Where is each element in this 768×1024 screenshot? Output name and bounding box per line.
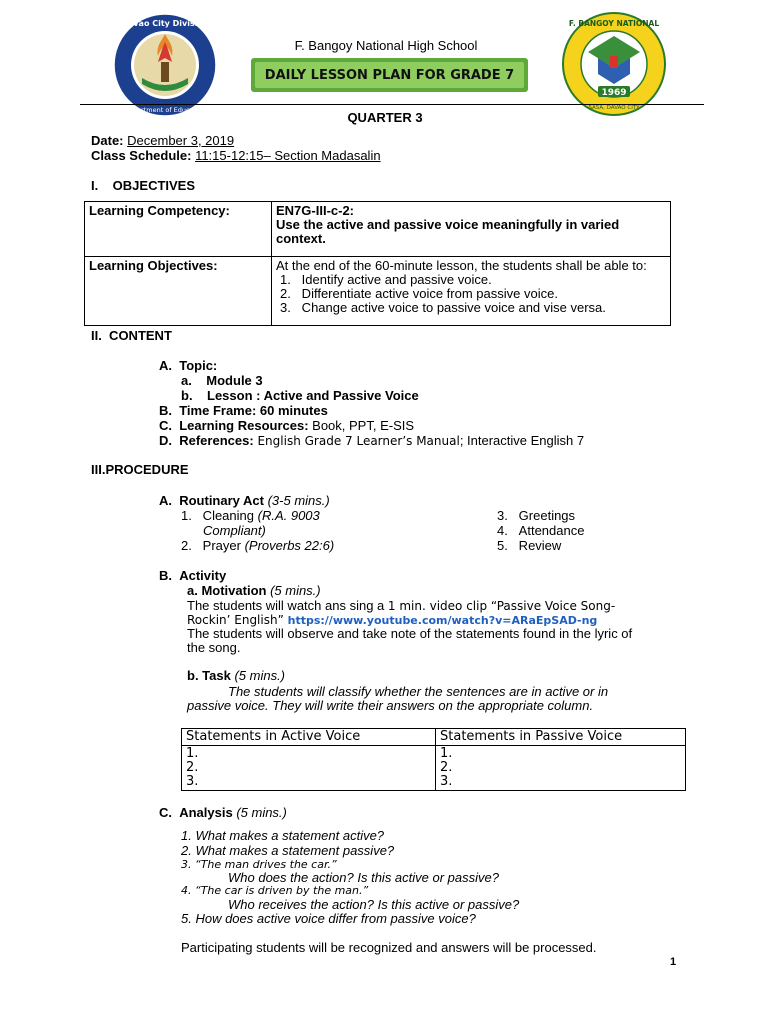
table-header: Statements in Passive Voice: [436, 729, 686, 746]
date-line: [91, 133, 234, 148]
table-row: [85, 257, 671, 326]
svg-text:F. BANGOY NATIONAL: F. BANGOY NATIONAL: [568, 19, 660, 28]
quarter-label: QUARTER 3: [347, 110, 423, 125]
grade-banner: [251, 58, 528, 92]
motivation-label: a. Motivation: [187, 583, 267, 598]
resources-value: Book, PPT, E-SIS: [308, 418, 415, 433]
list-item: 3. Change active voice to passive voice and vise versa.: [280, 300, 606, 315]
task-line: [187, 668, 285, 683]
routine-item-review: 5. Review: [497, 538, 562, 553]
objectives-label: Learning Objectives:: [85, 257, 272, 326]
activity-label: B. Activity: [159, 568, 227, 583]
objectives-intro: At the end of the 60-minute lesson, the students shall be able to:: [276, 258, 647, 273]
youtube-link[interactable]: https://www.youtube.com/watch?v=ARaEpSAD-ng: [287, 614, 598, 627]
list-item: 1. Identify active and passive voice.: [280, 272, 492, 287]
references-primary: English Grade 7 Learner’s Manual: [253, 434, 460, 448]
task-time: (5 mins.): [230, 668, 286, 683]
table-cell-line: 2.: [186, 760, 199, 775]
table-row: [85, 202, 671, 257]
topic-label: A. Topic:: [159, 358, 218, 373]
motivation-time: (5 mins.): [266, 583, 321, 598]
references-label: D. References:: [159, 433, 254, 448]
table-row: [182, 746, 686, 791]
voice-table: [181, 728, 686, 791]
analysis-line: [159, 805, 287, 820]
objectives-cell: [272, 257, 671, 326]
competency-label: Learning Competency:: [85, 202, 272, 257]
lesson-item: b. Lesson : Active and Passive Voice: [181, 388, 419, 403]
school-seal-logo: [562, 12, 666, 116]
routinary-label: A. Routinary Act: [159, 493, 264, 508]
schedule-value: 11:15-12:15– Section Madasalin: [195, 148, 381, 163]
resources-label: C. Learning Resources:: [159, 418, 309, 433]
header-divider: [80, 104, 704, 105]
schedule-label: Class Schedule:: [91, 148, 192, 163]
routine-item-attendance: 4. Attendance: [497, 523, 585, 538]
table-cell: [436, 746, 686, 791]
routine-item-note-cont: Compliant): [203, 523, 266, 538]
motivation-text-a: The students will watch ans sing a: [187, 598, 388, 613]
time-frame: B. Time Frame: 60 minutes: [159, 403, 328, 418]
procedure-heading: III.PROCEDURE: [91, 462, 189, 477]
references-secondary: ; Interactive English 7: [459, 433, 585, 448]
references-line: [159, 433, 584, 449]
objectives-table: [84, 201, 671, 326]
objectives-heading: I. OBJECTIVES: [91, 178, 196, 193]
grade-banner-inner: [255, 62, 524, 88]
analysis-question-3-follow: Who does the action? Is this active or passive?: [228, 870, 499, 885]
svg-text:Department of Education: Department of Education: [123, 106, 207, 114]
content-heading: II. CONTENT: [91, 328, 172, 343]
routine-item-label: 1. Cleaning: [181, 508, 254, 523]
motivation-text-4: the song.: [187, 640, 241, 655]
routinary-time: (3-5 mins.): [263, 493, 330, 508]
svg-text:1969: 1969: [601, 88, 627, 98]
routine-item-label: 2. Prayer: [181, 538, 241, 553]
table-header: Statements in Active Voice: [182, 729, 436, 746]
page-number: 1: [670, 956, 677, 968]
svg-text:SASA, DAVAO CITY: SASA, DAVAO CITY: [588, 105, 640, 111]
table-cell-line: 1.: [440, 746, 453, 761]
task-text-2: passive voice. They will write their answers on the appropriate column.: [187, 698, 594, 713]
motivation-text-c: Rockin’ English”: [187, 613, 288, 627]
routine-item-note: (Proverbs 22:6): [240, 538, 335, 553]
analysis-question-3: 3. “The man drives the car.”: [181, 858, 337, 871]
module-item: a. Module 3: [181, 373, 263, 388]
routine-item-note: (R.A. 9003: [254, 508, 320, 523]
analysis-label: C. Analysis: [159, 805, 233, 820]
resources-line: [159, 418, 414, 433]
table-cell: [182, 746, 436, 791]
routinary-line: [159, 493, 330, 508]
date-label: Date:: [91, 133, 124, 148]
division-seal-logo: [112, 12, 218, 118]
competency-code: EN7G-III-c-2:: [276, 203, 355, 218]
competency-cell: [272, 202, 671, 257]
list-item: 2. Differentiate active voice from passive voice.: [280, 286, 558, 301]
analysis-question-4: 4. “The car is driven by the man.”: [181, 884, 369, 897]
table-row: [182, 729, 686, 746]
routine-item-cleaning: [181, 508, 320, 523]
analysis-question-4-follow: Who receives the action? Is this active or passive?: [228, 897, 520, 912]
motivation-text-3: The students will observe and take note of the statements found in the lyric of: [187, 626, 633, 641]
grade-banner-text: DAILY LESSON PLAN FOR GRADE 7: [264, 67, 515, 83]
table-cell-line: 3.: [440, 774, 453, 789]
table-cell-line: 3.: [186, 774, 199, 789]
analysis-question-1: 1. What makes a statement active?: [181, 828, 385, 843]
motivation-text-b: 1 min. video clip “Passive Voice Song-: [387, 599, 616, 613]
table-cell-line: 2.: [440, 760, 453, 775]
routine-item-greetings: 3. Greetings: [497, 508, 576, 523]
analysis-time: (5 mins.): [232, 805, 287, 820]
date-value: December 3, 2019: [127, 133, 235, 148]
routine-item-prayer: [181, 538, 334, 553]
table-cell-line: 1.: [186, 746, 199, 761]
closing-note: Participating students will be recognized and answers will be processed.: [181, 940, 597, 955]
school-name: F. Bangoy National High School: [294, 38, 478, 53]
competency-text: Use the active and passive voice meaningfully in varied context.: [276, 217, 620, 246]
analysis-question-5: 5. How does active voice differ from passive voice?: [181, 911, 476, 926]
schedule-line: [91, 148, 381, 163]
motivation-line: [187, 583, 321, 598]
task-label: b. Task: [187, 668, 231, 683]
svg-text:Davao City Division: Davao City Division: [121, 19, 209, 28]
analysis-question-2: 2. What makes a statement passive?: [181, 843, 395, 858]
task-text-1: The students will classify whether the sentences are in active or in: [228, 684, 609, 699]
